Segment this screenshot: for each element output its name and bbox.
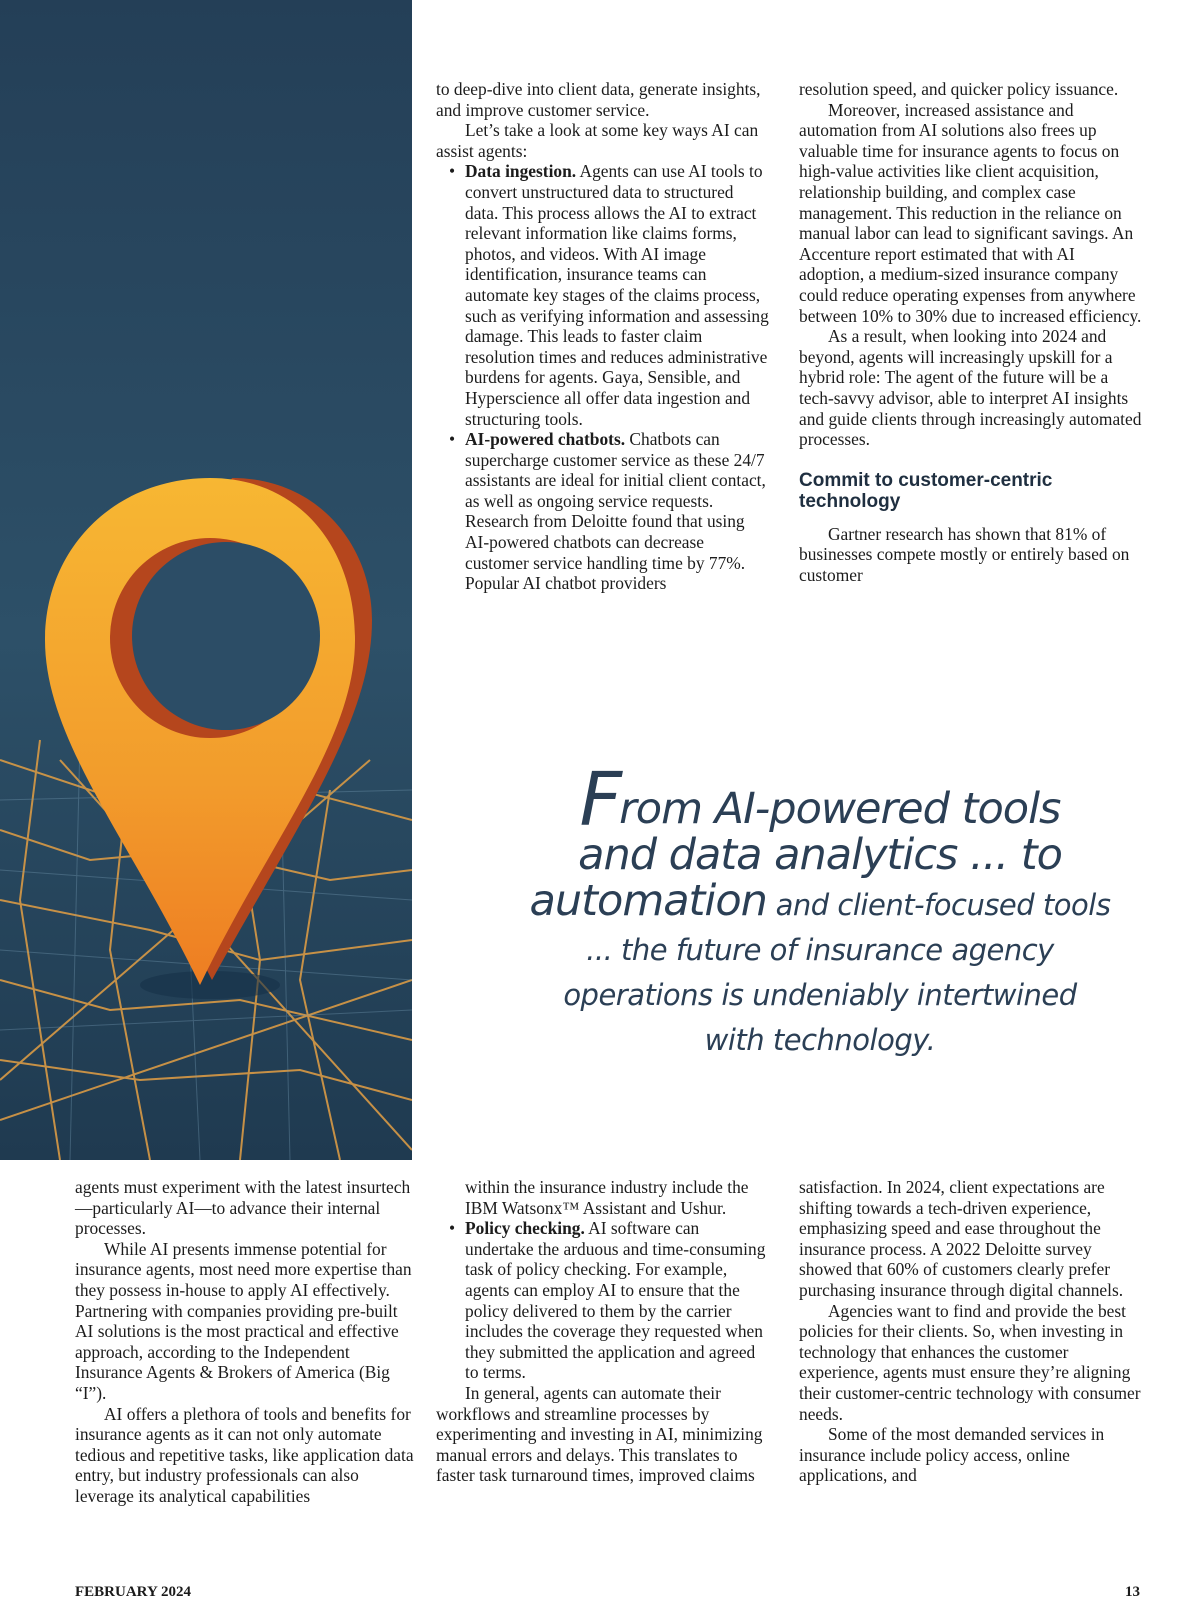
paragraph: While AI presents immense potential for insurance agents, most need more expertise than they possess in-house to apply AI effectively. Partnering with companies providing pre-built AI solutions is the most practical and effective approach, according to the Independent Insurance Agents & Brokers of America (Big “I”). [75,1238,412,1403]
paragraph: agents must experiment with the latest insurtech—particularly AI—to advance their internal processes. [75,1177,411,1239]
paragraph: resolution speed, and quicker policy issuance. [799,79,1119,99]
bullet-icon: • [449,1218,456,1239]
column-3-bottom [799,1177,1144,1486]
column-2-bottom [436,1177,771,1486]
paragraph: As a result, when looking into 2024 and beyond, agents will increasingly upskill for a hybrid role: The agent of the future will be a tech-savvy advisor, able to interpret AI insights and guide clients through increasingly automated processes. [799,326,1142,450]
column-1-bottom [75,1177,415,1507]
bullet-title: AI-powered chatbots. [465,429,626,450]
paragraph: Gartner research has shown that 81% of businesses compete mostly or entirely based on customer [799,523,1130,585]
column-3-top [799,79,1144,585]
map-pin-icon [0,0,412,1160]
bullet-icon: • [449,429,456,450]
page-number: 13 [1125,1584,1140,1600]
pull-quote [470,757,1170,1063]
paragraph: AI offers a plethora of tools and benefits for insurance agents as it can not only automate tedious and repetitive tasks, like application data entry, but industry professionals can also leverage its analytical capabilities [75,1403,414,1506]
paragraph: to deep-dive into client data, generate insights, and improve customer service. [436,79,761,120]
pull-quote-line: with technology. [704,1023,936,1057]
section-heading: Commit to customer-centric technology [799,469,1053,512]
paragraph: Some of the most demanded services in insurance include policy access, online applications, and [799,1424,1105,1486]
column-2-top [436,79,771,594]
paragraph: Moreover, increased assistance and automation from AI solutions also frees up valuable time for insurance agents to focus on high-value activities like client acquisition, relationship building, and complex case management. This reduction in the reliance on manual labor can lead to significant savings. An Accenture report estimated that with AI adoption, a medium-sized insurance company could reduce operating expenses from anywhere between 10% to 30% due to increased efficiency. [799,99,1142,326]
bullet-text: AI software can undertake the arduous and time-consuming task of policy checking. For example, agents can employ AI to ensure that the policy delivered to them by the carrier includes the coverage they requested when they submitted the application and agreed to terms. [465,1218,766,1383]
bullet-item [436,429,771,594]
pull-quote-initial: F [579,757,620,843]
footer-date: FEBRUARY 2024 [75,1584,192,1600]
bullet-text: Agents can use AI tools to convert unstructured data to structured data. This process allows the AI to extract relevant information like claims forms, photos, and videos. With AI image identification, insurance teams can automate key stages of the claims process, such as verifying information and assessing damage. This leads to faster claim resolution times and reduces administrative burdens for agents. Gaya, Sensible, and Hyperscience all offer data ingestion and structuring tools. [465,161,769,429]
paragraph: satisfaction. In 2024, client expectations are shifting towards a tech-driven experience, emphasizing speed and ease throughout the insurance process. A 2022 Deloitte survey showed that 60% of customers clearly prefer purchasing insurance through digital channels. [799,1177,1124,1300]
pull-quote-line: and data analytics ... to [578,830,1062,880]
paragraph: Agencies want to find and provide the best policies for their clients. So, when investing in technology that enhances the customer experience, agents must ensure they’re aligning their customer-centric technology with consumer needs. [799,1300,1141,1424]
bullet-title: Policy checking. [465,1218,585,1239]
paragraph: Let’s take a look at some key ways AI can assist agents: [436,120,759,161]
paragraph: In general, agents can automate their workflows and streamline processes by experimenting and investing in AI, minimizing manual errors and delays. This translates to faster task turnaround times, improved claims [436,1382,763,1486]
bullet-title: Data ingestion. [465,161,577,182]
bullet-icon: • [449,161,456,182]
pull-quote-line: ... the future of insurance agency [586,933,1054,967]
pull-quote-line: operations is undeniably intertwined [563,978,1077,1012]
map-pin-illustration [0,0,412,1160]
bullet-text: Chatbots can supercharge customer service as these 24/7 assistants are ideal for initial client contact, as well as ongoing service requests. Research from Deloitte found that using AI-powered chatbots can decrease customer service handling time by 77%. Popular AI chatbot providers [465,429,766,594]
bullet-item [436,161,771,429]
pull-quote-line: automation and client-focused tools [529,876,1111,926]
paragraph: within the insurance industry include the IBM Watsonx™ Assistant and Ushur. [465,1177,749,1218]
pull-quote-line: From AI-powered tools [579,757,1061,843]
bullet-item [436,1218,771,1383]
